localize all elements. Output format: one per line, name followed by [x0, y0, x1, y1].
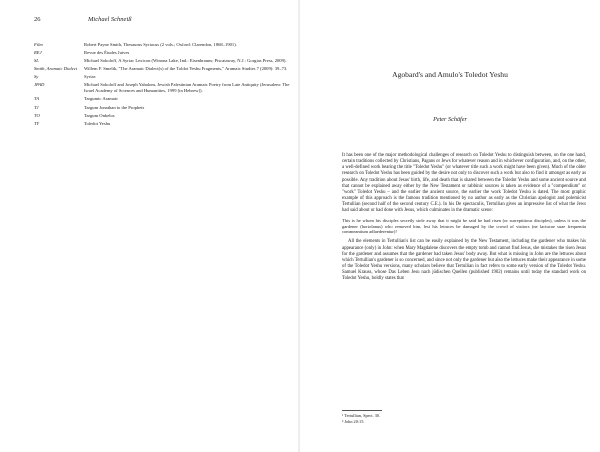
abbreviation-table: [34, 42, 296, 129]
abbreviation-key: TY: [34, 120, 40, 126]
body-paragraph-1: It has been one of the major methodological challenges of research on Toledot Yeshu to distinguish between, on the one hand, certain traditions collected by Christians, Pagans or Jews for whatever reason and in whichever configuration, and, on the other, a well-defined work bearing the title "Toledot Yeshu" (or whatever title such a work might have been given). Much of the older research on Toledot Yeshu has been guided by the desire not only to discover such a work but also to find it amongst as early as possible. Any tradition about Jesus' birth, life, and death that is shared between the Toledot Yeshu and some ancient source and that cannot be explained away either by the New Testament or rabbinic sources is taken as evidence of a "compendium" or "work" Toledot Yeshu – and the earlier the ancient source, the earlier the work Toledot Yeshu is dated. The most graphic example of this approach is the famous tradition mentioned by no author as early as the Christian apologist and polemicist Tertullian (second half of the second century C.E.). In his De spectaculis, Tertullian gives an impressive list of what the Jews had said about or had done with Jesus, which culminates in the dramatic scene:: [342, 153, 586, 214]
abbreviation-row: [34, 82, 296, 94]
abbreviation-row: [34, 58, 296, 64]
abbreviation-row: [34, 50, 296, 56]
abbreviation-row: [34, 74, 296, 80]
article-title: Agobard's and Amulo's Toledot Yeshu: [392, 70, 508, 79]
footnote-1: ¹ Tertullian, Spect. 30.: [342, 413, 381, 418]
abbreviation-key: JPAD: [34, 82, 45, 88]
abbreviation-row: [34, 105, 296, 111]
abbreviation-definition: Michael Sokoloff, A Syriac Lexicon (Winona Lake, Ind.: Eisenbrauns; Piscataway, N.J.: Gorgias Press, 2009).: [84, 58, 287, 64]
abbreviation-key: Sy: [34, 74, 39, 80]
abbreviation-definition: Willem F. Smelik, "The Aramaic Dialect(s) of the Toldot Yeshu Fragments," Aramaic Studies 7 (2009): 39–73.: [84, 66, 288, 72]
abbreviation-row: [34, 96, 296, 102]
abbreviation-key: REJ: [34, 50, 42, 56]
abbreviation-definition: Targumic Aramaic: [84, 96, 119, 102]
footnotes: [342, 410, 586, 424]
abbreviation-row: [34, 113, 296, 119]
right-page: [300, 0, 600, 452]
abbreviation-key: TJ: [34, 104, 39, 110]
article-author: Peter Schäfer: [433, 116, 467, 123]
abbreviation-key: Smith, Aramaic Dialect: [34, 66, 78, 72]
running-head: Michael Schneiß: [88, 16, 132, 23]
abbreviation-definition: Robert Payne Smith, Thesaurus Syriacus (2 vols.; Oxford: Clarendon, 1868–1901).: [84, 42, 237, 47]
abbreviation-row: [34, 121, 296, 127]
abbreviation-key: TO: [34, 112, 40, 118]
abbreviation-definition: Syriac: [84, 74, 96, 80]
abbreviation-definition: Targum Jonathan to the Prophets: [84, 104, 145, 110]
footnote-2: ² John 20:15.: [342, 418, 365, 424]
body-paragraph-2: All the elements in Tertullian's list can be easily explained by the New Testament, including the gardener who makes his appearance (only) in John: when Mary Magdalene discovers the empty tomb and cannot find Jesus, she mistakes the risen Jesus for the gardener and assumes that the gardener had taken Jesus' body away. But what is missing in John are the lettuces about which Tertullian's gardener is so concerned, and since not only the gardener but also the lettuces make their appearance in some of the Toledot Yeshu versions, many scholars believe that Tertullian in fact refers to some early version of the Toledot Yeshu. Samuel Krauss, whose Das Leben Jesu nach jüdischen Quellen (published 1902) remains until today the standard work on Toledot Yeshu, boldly states that: [342, 239, 586, 282]
abbreviation-definition: Revue des Études Juives: [84, 50, 130, 56]
abbreviation-key: TA: [34, 96, 40, 102]
abbreviation-definition: Targum Onkelos: [84, 112, 115, 118]
abbreviation-row: [34, 66, 296, 72]
block-quote: This is he whom his disciples secretly stole away that it might be said he had risen (or surreptitious disciples), unless it was the gardener (hortolanus) who removed him, lest his lettuces be damaged by the crowd of visitors (ne lactucae suae frequentia commeantium adlaederentur)!: [342, 217, 586, 235]
footnote-rule: [342, 410, 382, 411]
page-number: 26: [34, 16, 41, 23]
abbreviation-key: Film: [34, 42, 43, 47]
abbreviation-definition: Toledot Yeshu: [84, 120, 111, 126]
article-body: [342, 153, 586, 283]
abbreviation-row: [34, 42, 296, 48]
abbreviation-definition: Michael Sokoloff and Joseph Yahalom, Jewish Palestinian Aramaic Poetry from Late Antiquity (Jerusalem: The Israel Academy of Sciences and Humanities, 1999 [in Hebrew]).: [84, 82, 290, 94]
abbreviation-key: SL: [34, 58, 39, 64]
